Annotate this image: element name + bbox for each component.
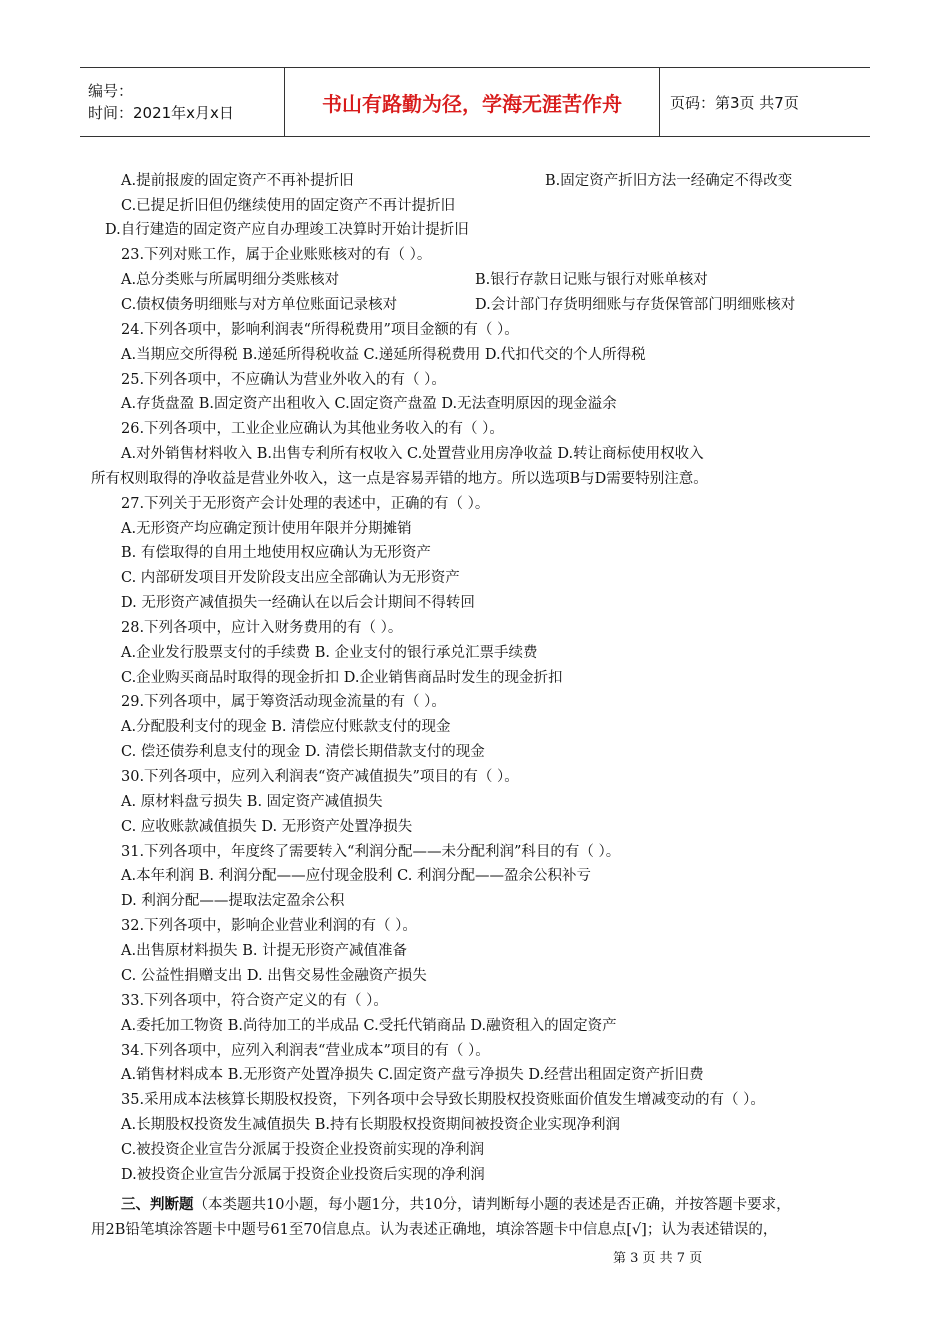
option-d-line-5: D.会计部门存货明细账与存货保管部门明细账核对 xyxy=(475,297,796,313)
text-line: D. 无形资产减值损失一经确认在以后会计期间不得转回 xyxy=(121,595,475,611)
text-line: 27.下列关于无形资产会计处理的表述中，正确的有（ ）。 xyxy=(121,496,490,512)
text-line: A.总分类账与所属明细分类账核对 xyxy=(121,272,340,288)
text-line: C.被投资企业宣告分派属于投资企业投资前实现的净利润 xyxy=(121,1142,485,1158)
text-line: 24.下列各项中，影响利润表“所得税费用”项目金额的有（ ）。 xyxy=(121,322,519,338)
text-line: 28.下列各项中，应计入财务费用的有（ ）。 xyxy=(121,620,403,636)
text-line: 35.采用成本法核算长期股权投资，下列各项中会导致长期股权投资账面价值发生增减变动的有（ ）。 xyxy=(121,1092,765,1108)
text-line: C. 内部研发项目开发阶段支出应全部确认为无形资产 xyxy=(121,570,460,586)
text-line: C.企业购买商品时取得的现金折扣 D.企业销售商品时发生的现金折扣 xyxy=(121,670,563,686)
text-line: 29.下列各项中，属于筹资活动现金流量的有（ ）。 xyxy=(121,694,446,710)
text-line: D. 利润分配——提取法定盈余公积 xyxy=(121,893,345,909)
text-line: A. 原材料盘亏损失 B. 固定资产减值损失 xyxy=(121,794,383,810)
section-text: （本类题共10小题，每小题1分，共10分，请判断每小题的表述是否正确，并按答题卡要求， xyxy=(193,1197,791,1213)
section-title: 三、判断题 xyxy=(121,1197,194,1213)
header-left xyxy=(80,68,284,136)
text-line: 34.下列各项中，应列入利润表“营业成本”项目的有（ ）。 xyxy=(121,1043,490,1059)
text-line: A.企业发行股票支付的手续费 B. 企业支付的银行承兑汇票手续费 xyxy=(121,645,538,661)
text-line: A.对外销售材料收入 B.出售专利所有权收入 C.处置营业用房净收益 D.转让商标使用权收入 xyxy=(121,446,704,462)
text-line: B. 有偿取得的自用土地使用权应确认为无形资产 xyxy=(121,545,431,561)
text-line: 所有权则取得的净收益是营业外收入，这一点是容易弄错的地方。所以选项B与D需要特别注意。 xyxy=(91,471,708,487)
text-line: 23.下列对账工作，属于企业账账核对的有（ ）。 xyxy=(121,247,432,263)
text-line: 30.下列各项中，应列入利润表“资产减值损失”项目的有（ ）。 xyxy=(121,769,519,785)
text-line: A.无形资产均应确定预计使用年限并分期摊销 xyxy=(121,521,412,537)
text-line: C. 应收账款减值损失 D. 无形资产处置净损失 xyxy=(121,819,413,835)
text-line: 33.下列各项中，符合资产定义的有（ ）。 xyxy=(121,993,388,1009)
text-line: A.提前报废的固定资产不再补提折旧 xyxy=(121,173,354,189)
date-label: 时间：2021年x月x日 xyxy=(88,104,234,122)
text-line: 26.下列各项中，工业企业应确认为其他业务收入的有（ ）。 xyxy=(121,421,504,437)
text-line: 32.下列各项中，影响企业营业利润的有（ ）。 xyxy=(121,918,417,934)
text-line: C. 偿还债券利息支付的现金 D. 清偿长期借款支付的现金 xyxy=(121,744,485,760)
section-heading xyxy=(121,1195,791,1215)
text-line: A.销售材料成本 B.无形资产处置净损失 C.固定资产盘亏净损失 D.经营出租固定资产折旧费 xyxy=(121,1067,704,1083)
text-line: A.当期应交所得税 B.递延所得税收益 C.递延所得税费用 D.代扣代交的个人所得税 xyxy=(121,347,646,363)
text-line: A.本年利润 B. 利润分配——应付现金股利 C. 利润分配——盈余公积补亏 xyxy=(121,868,591,884)
text-line: A.存货盘盈 B.固定资产出租收入 C.固定资产盘盈 D.无法查明原因的现金溢余 xyxy=(121,396,617,412)
text-line: C. 公益性捐赠支出 D. 出售交易性金融资产损失 xyxy=(121,968,427,984)
page-header xyxy=(80,67,870,137)
text-line: A.分配股利支付的现金 B. 清偿应付账款支付的现金 xyxy=(121,719,451,735)
page-label: 页码：第3页 共7页 xyxy=(670,93,799,112)
page-footer: 第 3 页 共 7 页 xyxy=(613,1251,703,1266)
option-b-line-0: B.固定资产折旧方法一经确定不得改变 xyxy=(545,173,793,189)
option-b-line-4: B.银行存款日记账与银行对账单核对 xyxy=(475,272,708,288)
number-label: 编号： xyxy=(88,82,134,100)
text-line: 用2B铅笔填涂答题卡中题号61至70信息点。认为表述正确地，填涂答题卡中信息点[√]；认为表述错误的， xyxy=(91,1222,778,1238)
text-line: 31.下列各项中，年度终了需要转入“利润分配——未分配利润”科目的有（ ）。 xyxy=(121,844,621,860)
text-line: A.委托加工物资 B.尚待加工的半成品 C.受托代销商品 D.融资租入的固定资产 xyxy=(121,1018,617,1034)
text-line: C.债权债务明细账与对方单位账面记录核对 xyxy=(121,297,398,313)
motto: 书山有路勤为径，学海无涯苦作舟 xyxy=(284,68,660,136)
text-line: 25.下列各项中，不应确认为营业外收入的有（ ）。 xyxy=(121,372,446,388)
text-line: A.长期股权投资发生减值损失 B.持有长期股权投资期间被投资企业实现净利润 xyxy=(121,1117,620,1133)
text-line: D.被投资企业宣告分派属于投资企业投资后实现的净利润 xyxy=(121,1167,485,1183)
text-line: C.已提足折旧但仍继续使用的固定资产不再计提折旧 xyxy=(121,198,456,214)
text-line: A.出售原材料损失 B. 计提无形资产减值准备 xyxy=(121,943,408,959)
text-line: D.自行建造的固定资产应自办理竣工决算时开始计提折旧 xyxy=(105,222,469,238)
